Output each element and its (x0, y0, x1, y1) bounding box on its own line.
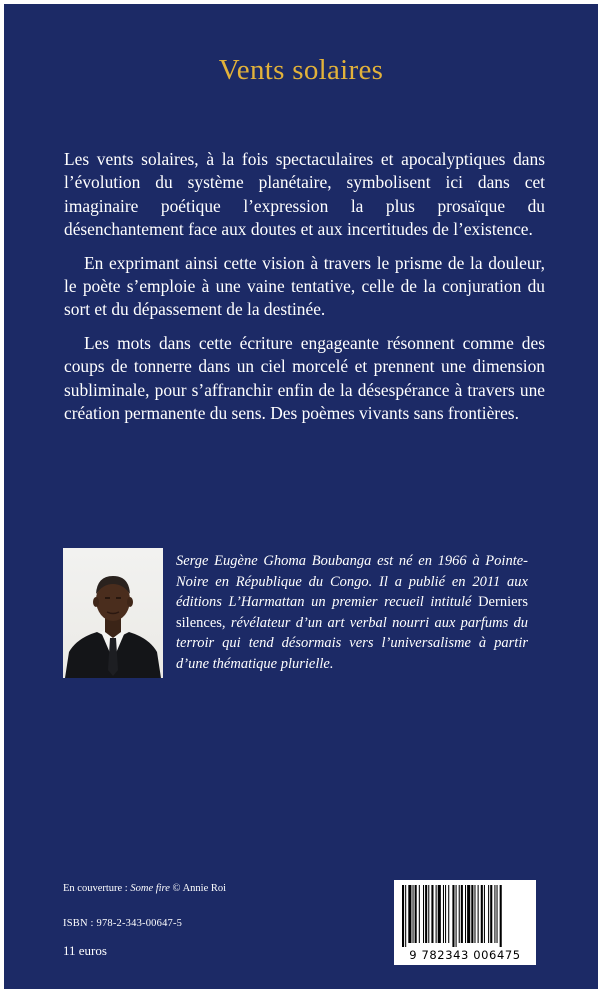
blurb (64, 148, 545, 435)
barcode-bar (456, 885, 457, 947)
barcode-bar (413, 885, 414, 943)
author-bio-text: Serge Eugène Ghoma Boubanga est né en 1966 à Pointe-Noire en République du Congo. Il a publié en 2011 aux éditions L’Harmattan un premier recueil intitulé (176, 553, 528, 611)
barcode-bar (459, 885, 460, 943)
barcode-bar (488, 885, 489, 943)
barcode-bar (402, 885, 404, 947)
barcode-bar (431, 885, 433, 943)
author-bio (176, 551, 528, 675)
barcode-bar (445, 885, 446, 943)
barcode-bar (500, 885, 502, 947)
barcode-digits: 9 782343 006475 (409, 948, 521, 962)
barcode-bar (448, 885, 449, 943)
barcode-bar (467, 885, 470, 943)
author-bio-text-end: , révélateur d’un art verbal nourri aux parfums du terroir qui tend désormais vers l’universalisme à partir d’une thématique plurielle. (176, 614, 528, 672)
cover-credit: En couverture : Some fire © Annie Roi (63, 883, 227, 894)
barcode-bar (405, 885, 406, 947)
barcode-bar (408, 885, 411, 943)
barcode-bar (471, 885, 473, 943)
price: 11 euros (63, 943, 107, 958)
back-cover (4, 4, 598, 989)
barcode-icon (400, 885, 530, 947)
author-portrait-icon (63, 548, 163, 678)
barcode-bar (484, 885, 485, 943)
barcode (394, 880, 536, 965)
artwork-title: Some fire (130, 883, 170, 894)
barcode-bar (452, 885, 454, 947)
barcode-bar (481, 885, 483, 943)
barcode-bar (461, 885, 463, 943)
barcode-bar (497, 885, 498, 943)
blurb-paragraph-3: Les mots dans cette écriture engageante résonnent comme des coups de tonnerre dans un ciel morcelé et prennent une dimension subliminale, pour s’affranchir enfin de la désespérance à travers une création permanente du sens. Des poèmes vivants sans frontières. (64, 332, 545, 424)
barcode-bar (428, 885, 429, 943)
barcode-bar (438, 885, 441, 943)
barcode-bar (415, 885, 417, 943)
blurb-paragraph-2: En exprimant ainsi cette vision à travers le prisme de la douleur, le poète s’emploie à une vaine tentative, celle de la conjuration du sort et du dépassement de la destinée. (64, 252, 545, 320)
barcode-bar (490, 885, 492, 943)
barcode-bar (419, 885, 420, 943)
barcode-bar (494, 885, 495, 943)
barcode-bar (436, 885, 437, 943)
previous-book-title: Derniers silences (176, 594, 528, 631)
book-title: Vents solaires (218, 54, 384, 86)
barcode-bar (443, 885, 444, 943)
blurb-paragraph-1: Les vents solaires, à la fois spectaculaires et apocalyptiques dans l’évolution du système planétaire, symbolisent ici dans cet imaginaire poétique l’expression la plus prosaïque du désenchantement face aux doutes et aux incertitudes de l’existence. (64, 149, 545, 240)
isbn: ISBN : 978-2-343-00647-5 (63, 918, 183, 929)
barcode-bar (474, 885, 475, 943)
author-photo (63, 548, 163, 678)
barcode-bar (425, 885, 427, 943)
barcode-bar (423, 885, 424, 943)
barcode-bar (465, 885, 466, 943)
barcode-bar (478, 885, 479, 943)
